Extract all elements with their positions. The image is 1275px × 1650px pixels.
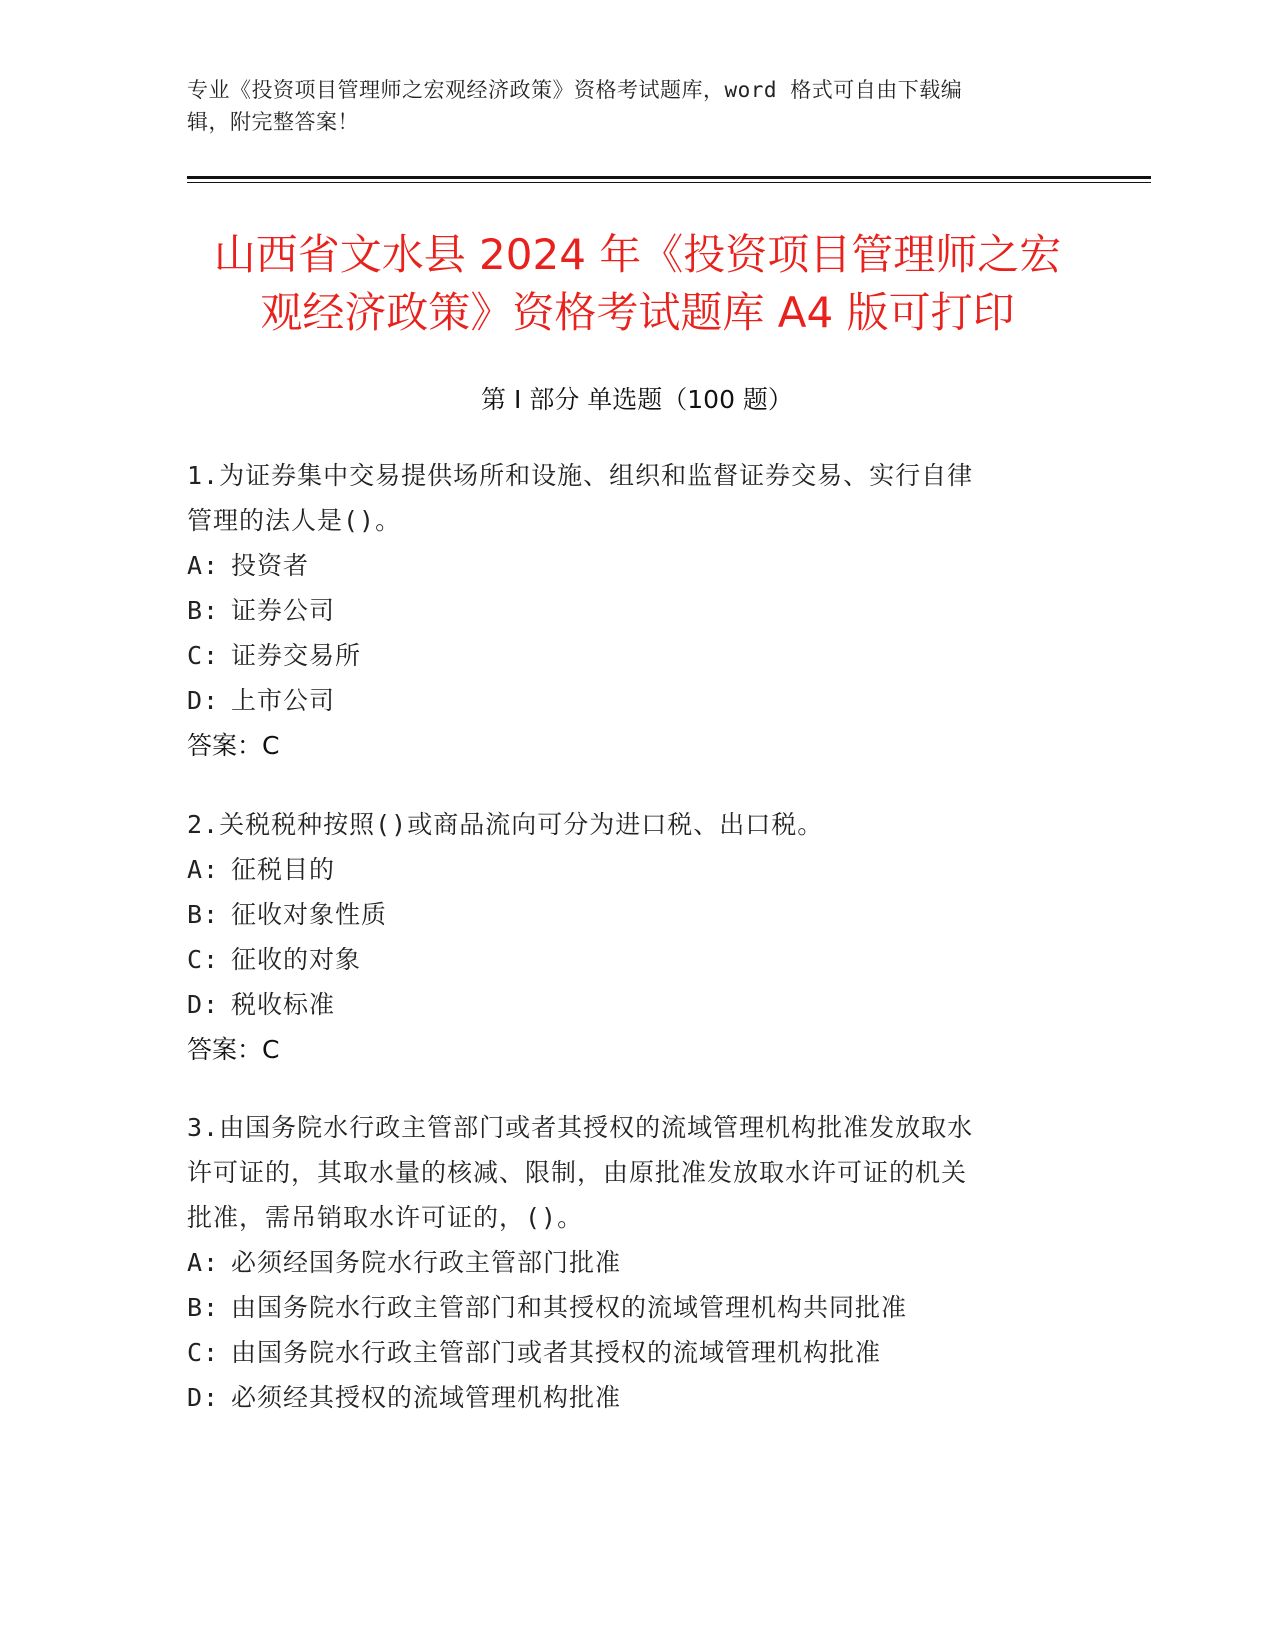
- option-a: [187, 1240, 1067, 1285]
- question-stem-line: 3.由国务院水行政主管部门或者其授权的流域管理机构批准发放取水: [187, 1113, 974, 1142]
- question-1: [187, 453, 1067, 768]
- option-key: C:: [187, 1338, 220, 1367]
- option-key: C:: [187, 945, 220, 974]
- document-title-line-1: 山西省文水县 2024 年《投资项目管理师之宏: [213, 230, 1062, 279]
- question-stem-line: 1.为证券集中交易提供场所和设施、组织和监督证券交易、实行自律: [187, 461, 974, 490]
- option-key: A:: [187, 855, 220, 884]
- question-stem-line: 管理的法人是()。: [187, 506, 402, 535]
- option-text: 征收的对象: [231, 945, 362, 974]
- option-c: [187, 1330, 1067, 1375]
- header-divider-thin: [187, 182, 1151, 183]
- option-key: C:: [187, 641, 220, 670]
- option-key: A:: [187, 1248, 220, 1277]
- option-d: [187, 1375, 1067, 1420]
- option-text: 由国务院水行政主管部门和其授权的流域管理机构共同批准: [231, 1293, 908, 1322]
- option-key: D:: [187, 990, 220, 1019]
- option-text: 必须经国务院水行政主管部门批准: [231, 1248, 622, 1277]
- document-title-line-2: 观经济政策》资格考试题库 A4 版可打印: [260, 288, 1015, 337]
- question-3: [187, 1105, 1067, 1420]
- question-2: [187, 802, 1067, 1072]
- question-stem-line: 批准，需吊销取水许可证的，()。: [187, 1203, 584, 1232]
- document-title: [150, 226, 1125, 342]
- option-text: 税收标准: [231, 990, 336, 1019]
- option-b: [187, 892, 1067, 937]
- option-c: [187, 633, 1067, 678]
- answer: 答案：C: [187, 1035, 280, 1064]
- option-d: [187, 982, 1067, 1027]
- option-key: D:: [187, 1383, 220, 1412]
- header-note-line-2: 辑，附完整答案！: [187, 110, 359, 134]
- answer: 答案：C: [187, 731, 280, 760]
- option-d: [187, 678, 1067, 723]
- header-note: [187, 74, 1067, 138]
- option-text: 证券交易所: [231, 641, 362, 670]
- option-b: [187, 1285, 1067, 1330]
- option-key: B:: [187, 900, 220, 929]
- question-stem-line: 2.关税税种按照()或商品流向可分为进口税、出口税。: [187, 810, 824, 839]
- option-c: [187, 937, 1067, 982]
- option-a: [187, 847, 1067, 892]
- question-stem-line: 许可证的，其取水量的核减、限制，由原批准发放取水许可证的机关: [187, 1158, 968, 1187]
- option-text: 征收对象性质: [231, 900, 388, 929]
- header-divider-thick: [187, 176, 1151, 179]
- option-text: 必须经其授权的流域管理机构批准: [231, 1383, 622, 1412]
- option-b: [187, 588, 1067, 633]
- option-text: 由国务院水行政主管部门或者其授权的流域管理机构批准: [231, 1338, 882, 1367]
- option-key: A:: [187, 551, 220, 580]
- option-key: B:: [187, 1293, 220, 1322]
- option-key: D:: [187, 686, 220, 715]
- option-text: 征税目的: [231, 855, 336, 884]
- option-key: B:: [187, 596, 220, 625]
- option-a: [187, 543, 1067, 588]
- option-text: 证券公司: [231, 596, 336, 625]
- header-note-line-1: 专业《投资项目管理师之宏观经济政策》资格考试题库，word 格式可自由下载编: [187, 78, 963, 102]
- option-text: 上市公司: [231, 686, 336, 715]
- option-text: 投资者: [231, 551, 310, 580]
- section-heading: 第 I 部分 单选题（100 题）: [481, 385, 793, 414]
